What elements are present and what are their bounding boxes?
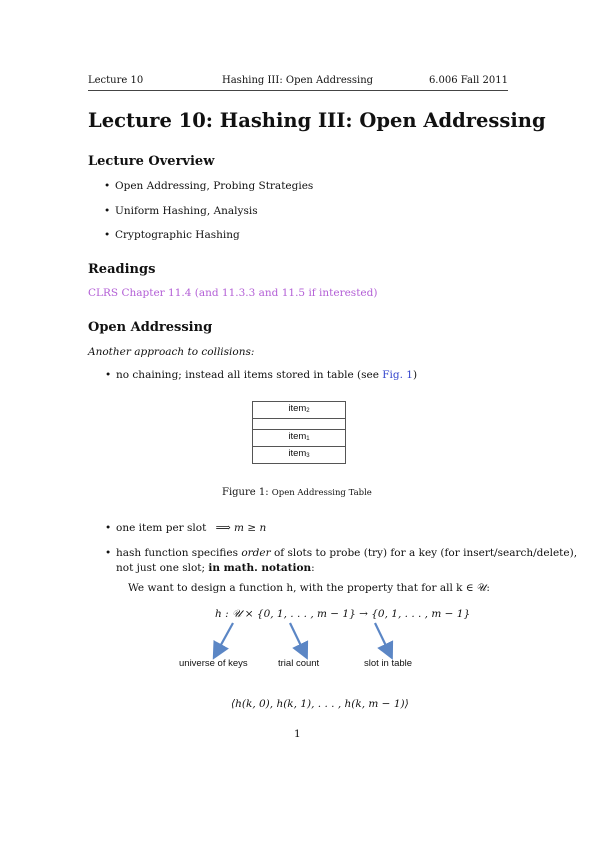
bullet-dot: • <box>105 522 112 534</box>
bullet-text: hash function specifies <box>116 547 242 559</box>
list-item-text: Open Addressing, Probing Strategies <box>115 180 314 192</box>
arrow-trial <box>290 623 304 652</box>
bullet-text: no chaining; instead all items stored in table (see <box>116 369 383 381</box>
table-row <box>253 447 346 464</box>
list-item-text: Cryptographic Hashing <box>115 229 240 241</box>
hash-formula: h : 𝒰 × {0, 1, . . . , m − 1} → {0, 1, . . . , m − 1} <box>215 608 471 620</box>
list-item <box>104 229 240 241</box>
caption-label: Figure 1: <box>222 487 269 498</box>
table-row <box>253 430 346 447</box>
design-statement: We want to design a function h, with the property that for all k ∈ 𝒰: <box>128 582 490 594</box>
probe-sequence: ⟨h(k, 0), h(k, 1), . . . , h(k, m − 1)⟩ <box>231 698 409 710</box>
bullet-text: not just one slot; <box>116 562 209 574</box>
list-item <box>104 205 258 217</box>
bullet-dot: • <box>104 229 111 241</box>
list-item <box>105 369 418 381</box>
section-intro: Another approach to collisions: <box>88 346 255 358</box>
list-item-text: Uniform Hashing, Analysis <box>115 205 258 217</box>
table-cell-empty <box>253 419 346 430</box>
bullet-text: one item per slot <box>116 522 207 534</box>
open-addressing-table <box>252 401 346 464</box>
arrow-slot <box>375 623 389 652</box>
header-center: Hashing III: Open Addressing <box>222 75 374 86</box>
readings-link[interactable]: CLRS Chapter 11.4 (and 11.3.3 and 11.5 if interested) <box>88 287 378 299</box>
label-slot-in-table: slot in table <box>364 658 413 669</box>
table-row <box>253 402 346 419</box>
list-item <box>105 547 578 559</box>
annotation-arrows <box>200 618 420 660</box>
bullet-text-end: ) <box>413 369 418 381</box>
table-row <box>253 419 346 430</box>
overview-heading: Lecture Overview <box>88 154 215 169</box>
caption-text: Open Addressing Table <box>271 488 372 498</box>
page-title: Lecture 10: Hashing III: Open Addressing <box>88 109 546 132</box>
bullet-dot: • <box>104 205 111 217</box>
bullet-math: ⟹ m ≥ n <box>215 522 267 534</box>
label-trial-count: trial count <box>278 658 320 669</box>
readings-heading: Readings <box>88 262 156 277</box>
list-item <box>105 522 267 534</box>
table-cell: item1 <box>253 430 346 447</box>
bullet-dot: • <box>105 369 112 381</box>
arrow-universe <box>217 623 233 652</box>
page-number: 1 <box>294 728 301 740</box>
bullet-text-end: : <box>311 562 315 574</box>
running-header <box>88 74 508 91</box>
header-left: Lecture 10 <box>88 75 144 86</box>
header-right: 6.006 Fall 2011 <box>428 75 508 86</box>
label-universe-of-keys: universe of keys <box>179 658 248 669</box>
bullet-text-cont: of slots to probe (try) for a key (for insert/search/delete), <box>270 547 578 559</box>
bullet-dot: • <box>105 547 112 559</box>
bullet-continuation <box>116 562 315 574</box>
table-cell: item2 <box>253 402 346 419</box>
bullet-dot: • <box>104 180 111 192</box>
emphasis-order: order <box>241 547 271 559</box>
figure-caption <box>222 487 372 498</box>
figure-link[interactable]: Fig. 1 <box>382 369 413 381</box>
open-addressing-heading: Open Addressing <box>88 320 213 335</box>
bold-notation: in math. notation <box>208 562 312 574</box>
list-item <box>104 180 314 192</box>
table-cell: item3 <box>253 447 346 464</box>
